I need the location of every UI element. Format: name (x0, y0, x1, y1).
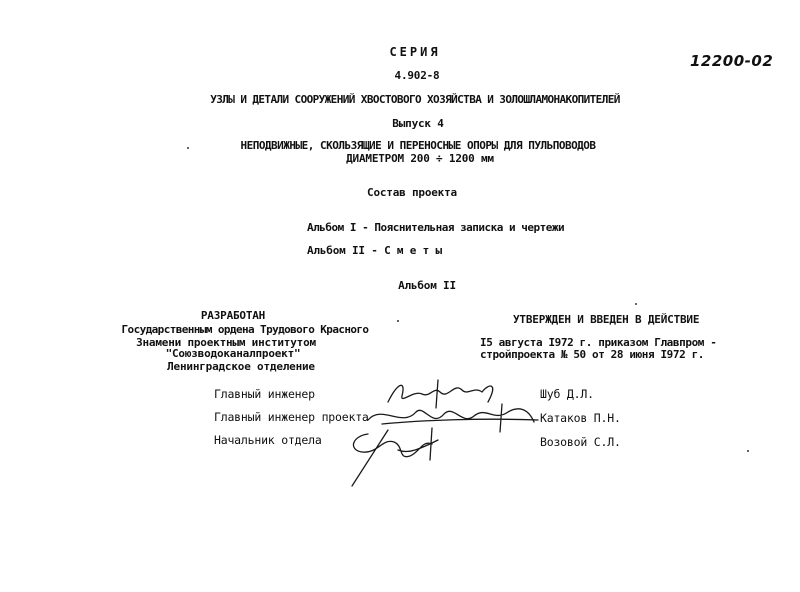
approved-line: стройпроекта № 50 от 28 июня I972 г. (480, 348, 705, 361)
approved-line: I5 августа I972 г. приказом Главпром - (480, 336, 717, 349)
signatory-role: Начальник отдела (214, 433, 322, 447)
scan-speck (397, 320, 399, 322)
approved-heading: УТВЕРЖДЕН И ВВЕДЕН В ДЕЙСТВИЕ (513, 313, 700, 326)
series-number: 4.902-8 (394, 69, 440, 82)
subject-line-1: НЕПОДВИЖНЫЕ, СКОЛЬЗЯЩИЕ И ПЕРЕНОСНЫЕ ОПОРЫ ДЛЯ ПУЛЬПОВОДОВ (240, 139, 596, 152)
album-list-item: Альбом I - Пояснительная записка и чертежи (307, 221, 565, 234)
developed-line: Государственным ордена Трудового Красного (121, 323, 369, 336)
signatory-role: Главный инженер проекта (214, 410, 369, 424)
scan-speck (187, 147, 189, 149)
signatory-name: Катаков П.Н. (540, 411, 621, 425)
developed-line: "Союзводоканалпроект" (165, 347, 301, 360)
issue-number: Выпуск 4 (392, 117, 444, 130)
contents-heading: Состав проекта (367, 186, 457, 199)
developed-heading: РАЗРАБОТАН (200, 309, 266, 322)
developed-line: Знамени проектным институтом (136, 336, 316, 349)
album-list-item: Альбом II - С м е т ы (307, 244, 442, 257)
series-title: УЗЛЫ И ДЕТАЛИ СООРУЖЕНИЙ ХВОСТОВОГО ХОЗЯЙСТВА И ЗОЛОШЛАМОНАКОПИТЕЛЕЙ (210, 93, 620, 106)
document-code: 12200-02 (690, 52, 774, 70)
signatory-name: Шуб Д.Л. (540, 387, 594, 401)
series-label: СЕРИЯ (389, 45, 441, 59)
subject-line-2: ДИАМЕТРОМ 200 ÷ 1200 мм (346, 152, 494, 165)
developed-line: Ленинградское отделение (167, 360, 315, 373)
scan-speck (635, 303, 637, 305)
scan-speck (747, 450, 749, 452)
signature-department-head (338, 420, 458, 490)
current-album: Альбом II (398, 279, 456, 292)
signatory-name: Возовой С.Л. (540, 435, 621, 449)
signatory-role: Главный инженер (214, 387, 315, 401)
